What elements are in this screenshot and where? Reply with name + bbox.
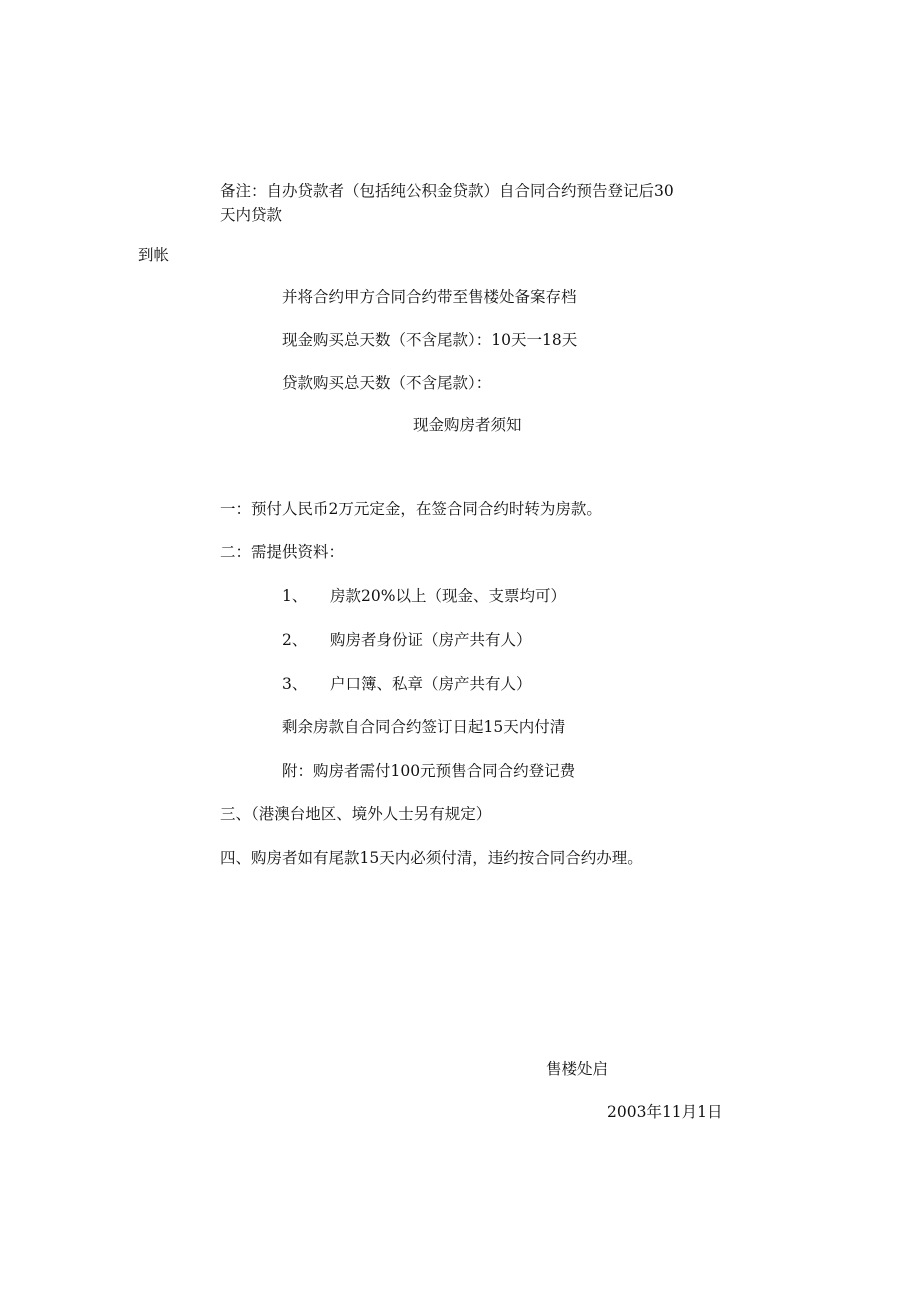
- notice-item-4: 四、购房者如有尾款15天内必须付清，违约按合同合约办理。: [220, 849, 643, 867]
- note-line-3: 到帐: [138, 246, 170, 264]
- material-number: 1、: [282, 587, 308, 605]
- material-item-1: [282, 585, 566, 607]
- notice-item-2: 二：需提供资料：: [220, 543, 345, 561]
- section-title: 现金购房者须知: [413, 416, 522, 434]
- material-number: 2、: [282, 631, 308, 649]
- material-item-2: [282, 629, 532, 651]
- notice-item-3: 三、（港澳台地区、境外人士另有规定）: [220, 805, 492, 823]
- remaining-payment-line: 剩余房款自合同合约签订日起15天内付清: [282, 718, 566, 736]
- issuer-signature: 售楼处启: [546, 1060, 609, 1078]
- notice-item-1: 一：预付人民币2万元定金，在签合同合约时转为房款。: [220, 500, 602, 518]
- attachment-line: 附：购房者需付100元预售合同合约登记费: [282, 762, 576, 780]
- loan-days-line: 贷款购买总天数（不含尾款）：: [282, 374, 492, 392]
- material-text: 购房者身份证（房产共有人）: [330, 631, 532, 649]
- archive-line: 并将合约甲方合同合约带至售楼处备案存档: [282, 288, 577, 306]
- material-text: 房款20%以上（现金、支票均可）: [330, 587, 566, 605]
- issue-date: 2003年11月1日: [607, 1103, 723, 1121]
- note-line-2: 天内贷款: [220, 206, 283, 224]
- material-text: 户口簿、私章（房产共有人）: [330, 675, 532, 693]
- material-item-3: [282, 673, 532, 695]
- cash-days-line: 现金购买总天数（不含尾款）：10天一18天: [282, 331, 578, 349]
- note-line-1: 备注：自办贷款者（包括纯公积金贷款）自合同合约预告登记后30: [220, 182, 674, 200]
- material-number: 3、: [282, 675, 308, 693]
